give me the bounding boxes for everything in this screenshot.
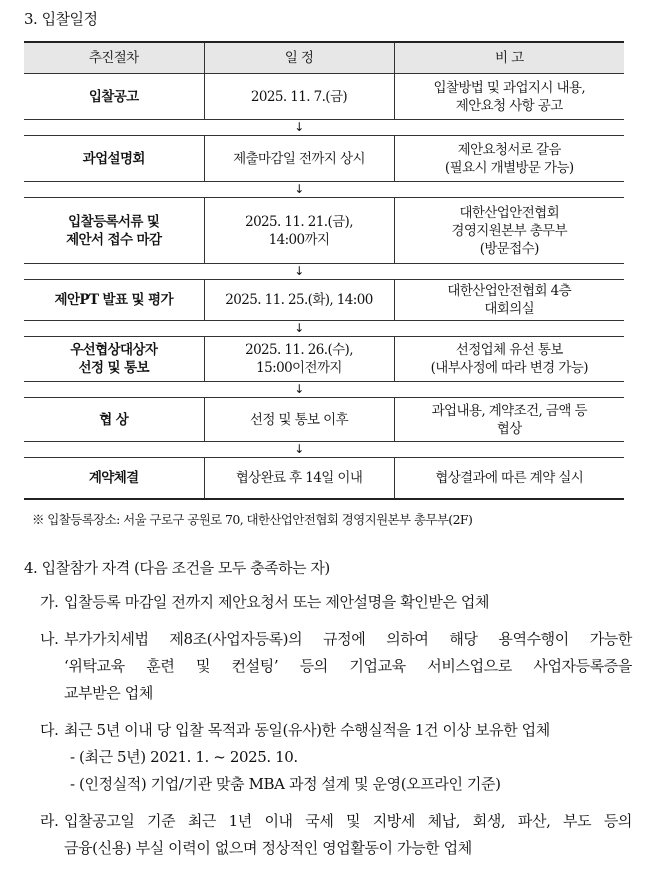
qualification-list bbox=[40, 589, 632, 872]
list-item bbox=[40, 589, 632, 616]
table-row bbox=[24, 198, 624, 264]
table-row bbox=[24, 458, 624, 499]
step-cell: 입찰등록서류 및 제안서 접수 마감 bbox=[24, 198, 204, 264]
table-header-row bbox=[24, 42, 624, 74]
list-item bbox=[40, 626, 632, 707]
table-row bbox=[24, 136, 624, 182]
item-marker: 나. bbox=[40, 630, 59, 648]
item-text: 입찰공고일 기준 최근 1년 이내 국세 및 지방세 체납, 회생, 파산, 부도 등의 bbox=[64, 812, 632, 830]
arrow-down-icon: ↓ bbox=[294, 120, 304, 134]
item-text: 입찰등록 마감일 전까지 제안요청서 또는 제안설명을 확인받은 업체 bbox=[64, 593, 490, 611]
header-date: 일 정 bbox=[204, 42, 394, 74]
note-cell: 대한산업안전협회 경영지원본부 총무부 (방문접수) bbox=[394, 198, 624, 264]
item-text: 금융(신용) 부실 이력이 없으며 정상적인 영업활동이 가능한 업체 bbox=[64, 839, 472, 857]
item-text: ‘위탁교육 훈련 및 컨설팅’ 등의 기업교육 서비스업으로 사업자등록증을 bbox=[64, 657, 632, 675]
list-item bbox=[40, 808, 632, 862]
date-cell: 2025. 11. 25.(화), 14:00 bbox=[204, 280, 394, 321]
item-text: 최근 5년 이내 당 입찰 목적과 동일(유사)한 수행실적을 1건 이상 보유한 업체 bbox=[64, 721, 550, 739]
date-cell: 제출마감일 전까지 상시 bbox=[204, 136, 394, 182]
step-cell: 입찰공고 bbox=[24, 74, 204, 120]
item-marker: 다. bbox=[40, 721, 59, 739]
section-4-title: 4. 입찰참가 자격 (다음 조건을 모두 충족하는 자) bbox=[24, 559, 330, 577]
table-row bbox=[24, 337, 624, 382]
step-cell: 협 상 bbox=[24, 398, 204, 442]
bid-schedule-table bbox=[24, 41, 624, 500]
note-cell: 입찰방법 및 과업지시 내용, 제안요청 사항 공고 bbox=[394, 74, 624, 120]
sub-item: - (인정실적) 기업/기관 맞춤 MBA 과정 설계 및 운영(오프라인 기준) bbox=[70, 775, 501, 793]
item-marker: 가. bbox=[40, 593, 59, 611]
registration-location-note: ※ 입찰등록장소: 서울 구로구 공원로 70, 대한산업안전협회 경영지원본부 총무부(2F) bbox=[32, 512, 473, 527]
step-cell: 계약체결 bbox=[24, 458, 204, 499]
arrow-down-icon: ↓ bbox=[294, 442, 304, 456]
arrow-down-icon: ↓ bbox=[294, 264, 304, 278]
header-note: 비 고 bbox=[394, 42, 624, 74]
date-cell: 2025. 11. 26.(수), 15:00이전까지 bbox=[204, 337, 394, 382]
table-row bbox=[24, 280, 624, 321]
item-text: 부가가치세법 제8조(사업자등록)의 규정에 의하여 해당 용역수행이 가능한 bbox=[64, 630, 632, 648]
step-cell: 제안PT 발표 및 평가 bbox=[24, 280, 204, 321]
date-cell: 2025. 11. 21.(금), 14:00까지 bbox=[204, 198, 394, 264]
item-text: 교부받은 업체 bbox=[64, 684, 153, 702]
sub-item: - (최근 5년) 2021. 1. ~ 2025. 10. bbox=[70, 748, 298, 766]
list-item bbox=[40, 717, 632, 798]
note-cell: 대한산업안전협회 4층 대회의실 bbox=[394, 280, 624, 321]
note-cell: 협상결과에 따른 계약 실시 bbox=[394, 458, 624, 499]
note-cell: 선정업체 유선 통보 (내부사정에 따라 변경 가능) bbox=[394, 337, 624, 382]
note-cell: 과업내용, 계약조건, 금액 등 협상 bbox=[394, 398, 624, 442]
date-cell: 협상완료 후 14일 이내 bbox=[204, 458, 394, 499]
date-cell: 선정 및 통보 이후 bbox=[204, 398, 394, 442]
item-marker: 라. bbox=[40, 812, 59, 830]
note-cell: 제안요청서로 갈음 (필요시 개별방문 가능) bbox=[394, 136, 624, 182]
table-row bbox=[24, 74, 624, 120]
section-3-title: 3. 입찰일정 bbox=[24, 10, 98, 28]
arrow-down-icon: ↓ bbox=[294, 182, 304, 196]
date-cell: 2025. 11. 7.(금) bbox=[204, 74, 394, 120]
step-cell: 과업설명회 bbox=[24, 136, 204, 182]
header-step: 추진절차 bbox=[24, 42, 204, 74]
arrow-down-icon: ↓ bbox=[294, 382, 304, 396]
arrow-down-icon: ↓ bbox=[294, 321, 304, 335]
table-row bbox=[24, 398, 624, 442]
step-cell: 우선협상대상자 선정 및 통보 bbox=[24, 337, 204, 382]
